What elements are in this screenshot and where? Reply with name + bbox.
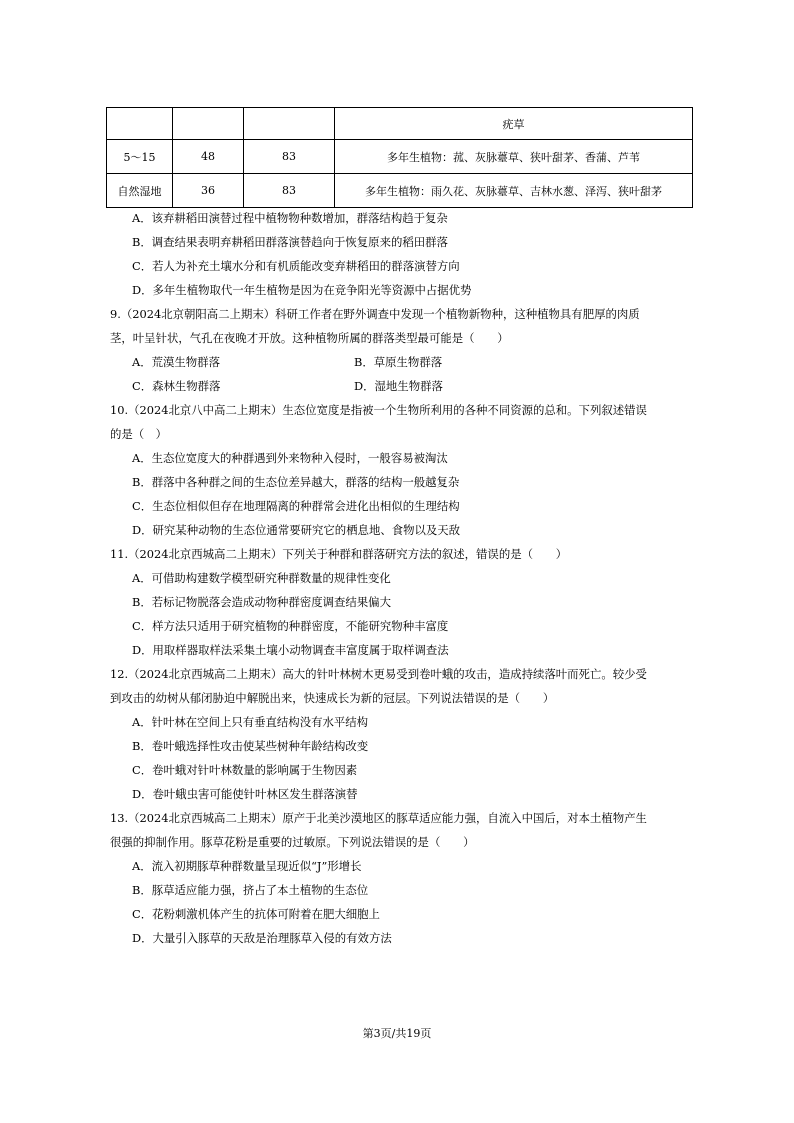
table-cell (107, 108, 173, 140)
option-d: D．多年生植物取代一年生植物是因为在竞争阳光等资源中占据优势 (132, 283, 472, 297)
option-c: C．森林生物群落 (132, 379, 221, 393)
table-row (107, 140, 693, 174)
option-a: A．针叶林在空间上只有垂直结构没有水平结构 (132, 715, 369, 729)
option-c: C．卷叶蛾对针叶林数量的影响属于生物因素 (132, 763, 358, 777)
question-9 (110, 302, 690, 398)
option-d: D．研究某种动物的生态位通常要研究它的栖息地、食物以及天敌 (132, 523, 461, 537)
option-c: C．生态位相似但存在地理隔离的种群常会进化出相似的生理结构 (132, 499, 460, 513)
option-a: A．可借助构建数学模型研究种群数量的规律性变化 (132, 571, 391, 585)
option-d: D．卷叶蛾虫害可能使针叶林区发生群落演替 (132, 787, 358, 801)
question-13 (110, 806, 690, 950)
option-a: A．荒漠生物群落 (132, 355, 220, 369)
option-b: B．豚草适应能力强，挤占了本土植物的生态位 (132, 883, 369, 897)
table-cell: 83 (244, 140, 335, 174)
question-10 (110, 398, 690, 542)
table-row (107, 174, 693, 208)
question-content (110, 206, 690, 950)
table-cell: 83 (244, 174, 335, 208)
option-b: B．草原生物群落 (354, 355, 443, 369)
question-9-options-row (110, 374, 690, 398)
question-13-stem-line: 很强的抑制作用。豚草花粉是重要的过敏原。下列说法错误的是（ ） (110, 835, 475, 849)
question-8-options (110, 206, 690, 302)
option-b: B．卷叶蛾选择性攻击使某些树种年龄结构改变 (132, 739, 369, 753)
table-cell: 自然湿地 (107, 174, 173, 208)
table-cell (244, 108, 335, 140)
table-cell: 多年生植物：菰、灰脉薹草、狭叶甜茅、香蒲、芦苇 (335, 140, 693, 174)
option-d: D．湿地生物群落 (354, 379, 443, 393)
option-a: A．该弃耕稻田演替过程中植物物种数增加，群落结构趋于复杂 (132, 211, 448, 225)
table-row (107, 108, 693, 140)
question-10-stem-line: 10.（2024北京八中高二上期末）生态位宽度是指被一个生物所利用的各种不同资源的总和。下列叙述错误 (110, 403, 647, 417)
option-c: C．花粉刺激机体产生的抗体可附着在肥大细胞上 (132, 907, 380, 921)
table-cell: 48 (173, 140, 244, 174)
question-12 (110, 662, 690, 806)
option-b: B．若标记物脱落会造成动物种群密度调查结果偏大 (132, 595, 391, 609)
question-12-stem-line: 12.（2024北京西城高二上期末）高大的针叶林树木更易受到卷叶蛾的攻击，造成持续落叶而死亡。较少受 (110, 667, 647, 681)
table-cell: 多年生植物：雨久花、灰脉薹草、吉林水葱、泽泻、狭叶甜茅 (335, 174, 693, 208)
question-10-stem-line: 的是（ ） (110, 427, 167, 441)
question-9-options-row (110, 350, 690, 374)
option-b: B．调查结果表明弃耕稻田群落演替趋向于恢复原来的稻田群落 (132, 235, 448, 249)
option-c: C．样方法只适用于研究植物的种群密度，不能研究物种丰富度 (132, 619, 449, 633)
option-a: A．流入初期豚草种群数量呈现近似“J”形增长 (132, 859, 362, 873)
question-11 (110, 542, 690, 662)
question-13-stem-line: 13.（2024北京西城高二上期末）原产于北美沙漠地区的豚草适应能力强，自流入中国后，对本土植物产生 (110, 811, 647, 825)
question-11-stem-line: 11.（2024北京西城高二上期末）下列关于种群和群落研究方法的叙述，错误的是（ ） (110, 547, 568, 561)
question-9-stem-line: 茎，叶呈针状，气孔在夜晚才开放。这种植物所属的群落类型最可能是（ ） (110, 331, 509, 345)
table-cell: 36 (173, 174, 244, 208)
table-cell: 疣草 (335, 108, 693, 140)
option-c: C．若人为补充土壤水分和有机质能改变弃耕稻田的群落演替方向 (132, 259, 460, 273)
table-cell (173, 108, 244, 140)
option-b: B．群落中各种群之间的生态位差异越大，群落的结构一般越复杂 (132, 475, 460, 489)
option-d: D．大量引入豚草的天敌是治理豚草入侵的有效方法 (132, 931, 392, 945)
option-d: D．用取样器取样法采集土壤小动物调查丰富度属于取样调查法 (132, 643, 449, 657)
option-a: A．生态位宽度大的种群遇到外来物种入侵时，一般容易被淘汰 (132, 451, 448, 465)
data-table (106, 107, 693, 208)
question-9-stem-line: 9.（2024北京朝阳高二上期末）科研工作者在野外调查中发现一个植物新物种，这种植物具有肥厚的肉质 (110, 307, 640, 321)
table-cell: 5～15 (107, 140, 173, 174)
question-12-stem-line: 到攻击的幼树从郁闭胁迫中解脱出来，快速成长为新的冠层。下列说法错误的是（ ） (110, 691, 555, 705)
page-number: 第3页/共19页 (362, 1027, 432, 1040)
